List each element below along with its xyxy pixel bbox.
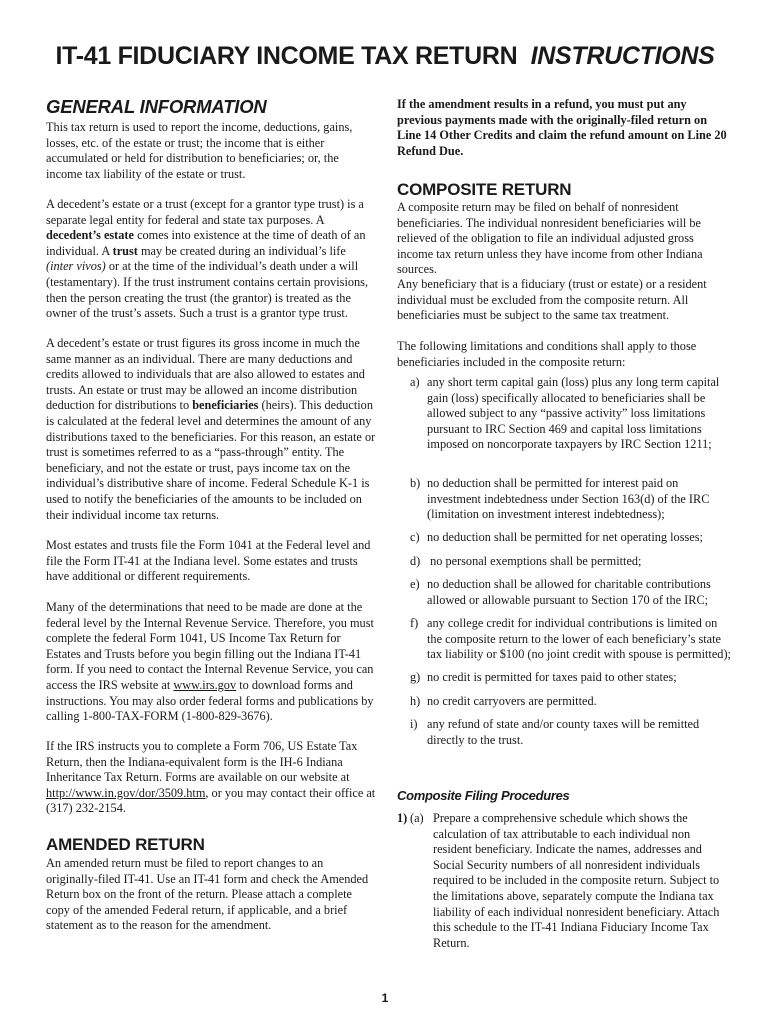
item-marker: h) xyxy=(410,694,421,708)
composite-return-heading: COMPOSITE RETURN xyxy=(397,180,572,199)
item-text: any college credit for individual contributions is limited on the composite return to the lower of each beneficiary’s state tax liability or $100 (no joint credit with spouse is permitted); xyxy=(427,616,731,662)
term-inter-vivos: (inter vivos) xyxy=(46,259,106,274)
term-decedents-estate: decedent’s estate xyxy=(46,228,134,243)
procedure-sub-marker: (a) xyxy=(410,811,424,825)
p2-text-e: may be created during an individual’s life xyxy=(140,243,346,258)
item-marker: e) xyxy=(410,577,420,591)
item-text: no personal exemptions shall be permitted; xyxy=(427,554,642,568)
composite-paragraph-2: Any beneficiary that is a fiduciary (trust or estate) or a resident individual must be excluded from the composite return. All beneficiaries must be subject to the same tax treatment. xyxy=(397,277,707,323)
p6-text-a: If the IRS instructs you to complete a Form 706, US Estate Tax Return, then the Indiana-equivalent form is the IH-6 Indiana Inheritance Tax Return. Forms are available on our website at xyxy=(46,739,358,785)
limitation-item-f xyxy=(410,616,733,663)
amended-return-paragraph: An amended return must be filed to report changes to an originally-filed IT-41. Use an IT-41 form and check the Amended Return box on the front of the return. Please attach a complete copy of the amended Federal return, if applicable, and a brief statement as to the reason for the amendment. xyxy=(46,856,369,933)
item-marker: a) xyxy=(410,375,420,389)
limitation-item-c xyxy=(410,530,733,546)
p3-text-a: A decedent’s estate or trust figures its gross income in much the same manner as an individual. There are many deductions and credits allowed to individuals that are also allowed to estates and trusts. An estate or trust may be allowed an income distribution deduction for distributions to xyxy=(46,336,365,413)
general-info-paragraph-2 xyxy=(46,197,376,322)
item-text: any refund of state and/or county taxes will be remitted directly to the trust. xyxy=(427,717,700,747)
composite-paragraph-1: A composite return may be filed on behalf of nonresident beneficiaries. The individual nonresident beneficiaries will be relieved of the obligation to file an individual adjusted gross income tax return unless they have income from other Indiana sources. xyxy=(397,200,703,277)
limitation-item-e xyxy=(410,577,733,608)
general-info-paragraph-3 xyxy=(46,336,376,523)
page-number: 1 xyxy=(381,991,389,1005)
item-marker: d) xyxy=(410,554,421,568)
limitation-item-b xyxy=(410,476,733,523)
general-information-heading: GENERAL INFORMATION xyxy=(46,96,267,117)
title-instructions: INSTRUCTIONS xyxy=(530,42,715,70)
p3-text-c: (heirs). This deduction is calculated at the federal level and determines the amount of any distributions taxed to the beneficiaries. For this reason, an estate or trust is sometimes referred to as a “pass-through” entity. The beneficiary, and not the estate or trust, pays income tax on the individual’s distributive share of income. Federal Schedule K-1 is used to notify the beneficiaries of the amounts to be included on their individual income tax returns. xyxy=(46,398,376,522)
general-info-paragraph-5 xyxy=(46,600,376,725)
page-title xyxy=(0,42,770,71)
in-gov-dor-link[interactable]: http://www.in.gov/dor/3509.htm xyxy=(46,785,206,800)
irs-website-link[interactable]: www.irs.gov xyxy=(173,677,237,692)
procedure-text: Prepare a comprehensive schedule which shows the calculation of tax attributable to each individual non resident beneficiary. Indicate the names, addresses and Social Security numbers of all nonresident individuals required to be included in the composite return. Subject to the limitations above, separately compute the Indiana tax liability of each individual nonresident beneficiary. Attach this schedule to the IT-41 Indiana Fiduciary Income Tax Return. xyxy=(433,811,720,950)
item-text: no deduction shall be permitted for net operating losses; xyxy=(427,530,703,544)
item-marker: f) xyxy=(410,616,419,630)
item-marker: g) xyxy=(410,670,421,684)
limitation-item-h xyxy=(410,694,733,710)
amended-return-heading: AMENDED RETURN xyxy=(46,835,205,854)
limitation-item-i xyxy=(410,717,733,748)
title-main: IT-41 FIDUCIARY INCOME TAX RETURN xyxy=(55,42,518,70)
composite-filing-procedures-heading: Composite Filing Procedures xyxy=(397,788,570,803)
p2-text-g: or at the time of the individual’s death under a will (testamentary). If the trust instrument contains certain provisions, then the person creating the trust (the grantor) is treated as the owner of the trust’s assets. Such a trust is a grantor type trust. xyxy=(46,259,369,321)
item-text: no deduction shall be permitted for interest paid on investment indebtedness under Section 163(d) of the IRC (limitation on investment interest indebtedness); xyxy=(427,476,710,522)
procedure-1 xyxy=(397,811,727,951)
item-marker: b) xyxy=(410,476,421,490)
p5-text-b: to download forms and instructions. You may also order federal forms and publications by calling 1-800-TAX-FORM (1-800-829-3676). xyxy=(46,677,374,724)
composite-paragraph-3: The following limitations and conditions shall apply to those beneficiaries included in the composite return: xyxy=(397,339,697,369)
amended-refund-note: If the amendment results in a refund, you must put any previous payments made with the originally-filed return on Line 14 Other Credits and claim the refund amount on Line 20 Refund Due. xyxy=(397,97,727,158)
procedure-number: 1) xyxy=(397,811,408,825)
limitation-item-g xyxy=(410,670,733,686)
p2-text-a: A decedent’s estate or a trust (except for a grantor type trust) is a separate legal entity for federal and state tax purposes. A xyxy=(46,197,364,227)
item-text: no credit carryovers are permitted. xyxy=(427,694,597,708)
general-info-paragraph-1: This tax return is used to report the income, deductions, gains, losses, etc. of the estate or trust; the income that is either accumulated or held for distribution to beneficiaries; or, the income tax liability of the estate or trust. xyxy=(46,120,353,181)
general-info-paragraph-6 xyxy=(46,739,376,817)
limitation-item-d xyxy=(410,554,733,570)
limitation-item-a xyxy=(410,375,733,453)
item-text: any short term capital gain (loss) plus any long term capital gain (loss) specifically allocated to beneficiaries shall be allowed subject to any “passive activity” loss limitations pursuant to IRC Section 469 and capital loss limitations imposed on noncorporate taxpayers by IRC Section 1211; xyxy=(427,375,720,452)
term-beneficiaries: beneficiaries xyxy=(192,398,259,413)
item-marker: i) xyxy=(410,717,418,731)
item-marker: c) xyxy=(410,530,420,544)
p2-text-c: comes into existence at the time of death of an individual. A xyxy=(46,228,366,258)
p5-text-a: Many of the determinations that need to be made are done at the federal level by the Internal Revenue Service. Therefore, you must complete the federal Form 1041, US Income Tax Return for Estates and Trusts before you begin filling out the Indiana IT-41 form. If you need to contact the Internal Revenue Service, you can access the IRS website at xyxy=(46,600,374,692)
p6-text-b: , or you may contact their office at (317) 232-2154. xyxy=(46,785,376,816)
item-text: no deduction shall be allowed for charitable contributions allowed or allowable pursuant to Section 170 of the IRC; xyxy=(427,577,711,607)
item-text: no credit is permitted for taxes paid to other states; xyxy=(427,670,677,684)
general-info-paragraph-4: Most estates and trusts file the Form 1041 at the Federal level and file the Form IT-41 at the Indiana level. Some estates and trusts have additional or different requirements. xyxy=(46,538,371,584)
term-trust: trust xyxy=(112,243,138,258)
